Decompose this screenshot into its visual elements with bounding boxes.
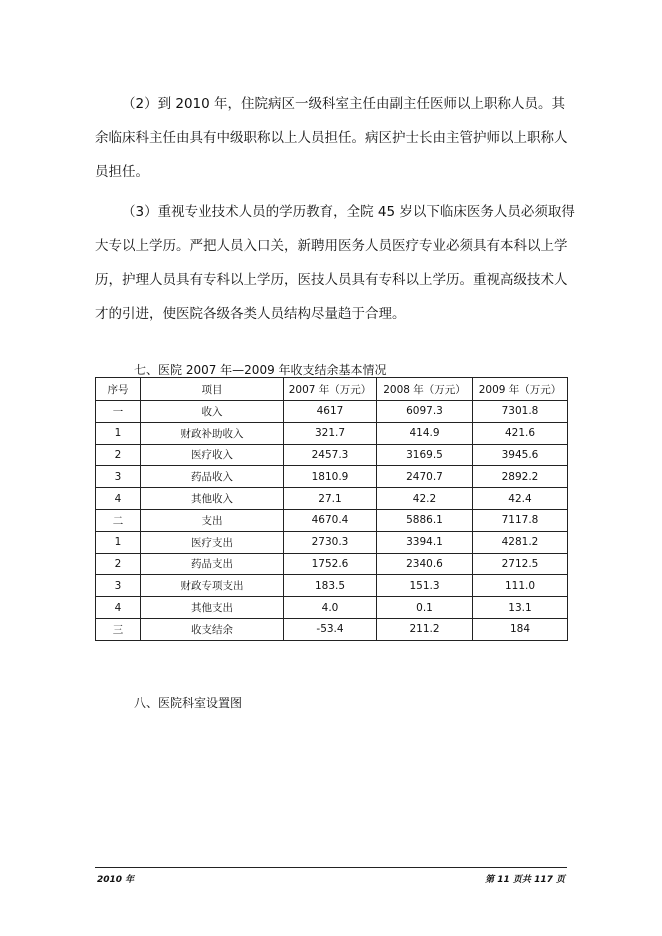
cell-seq: 1 bbox=[96, 531, 141, 553]
cell-seq: 4 bbox=[96, 488, 141, 510]
cell-2007: 2457.3 bbox=[284, 444, 377, 466]
cell-2009: 7301.8 bbox=[473, 401, 568, 423]
cell-2008: 2340.6 bbox=[377, 553, 473, 575]
cell-item: 医疗收入 bbox=[141, 444, 284, 466]
table-row bbox=[96, 444, 568, 466]
cell-seq: 2 bbox=[96, 553, 141, 575]
footer-divider bbox=[95, 867, 567, 868]
table-row bbox=[96, 618, 568, 640]
table-row bbox=[96, 531, 568, 553]
header-seq: 序号 bbox=[96, 378, 141, 401]
header-2007: 2007 年（万元） bbox=[284, 378, 377, 401]
cell-item: 药品支出 bbox=[141, 553, 284, 575]
section-7-title: 七、医院 2007 年—2009 年收支结余基本情况 bbox=[134, 363, 387, 377]
cell-2009: 421.6 bbox=[473, 422, 568, 444]
cell-2007: 2730.3 bbox=[284, 531, 377, 553]
footer-page-number: 第 11 页共 117 页 bbox=[485, 875, 565, 885]
header-item: 项目 bbox=[141, 378, 284, 401]
cell-item: 其他收入 bbox=[141, 488, 284, 510]
section-8-title: 八、医院科室设置图 bbox=[134, 696, 243, 710]
cell-2009: 184 bbox=[473, 618, 568, 640]
paragraph-staff-titles: （2）到 2010 年，住院病区一级科室主任由副主任医师以上职称人员。其余临床科主任由具有中级职称以上人员担任。病区护士长由主管护师以上职称人员担任。 bbox=[95, 96, 568, 180]
cell-2007: 1752.6 bbox=[284, 553, 377, 575]
cell-2009: 42.4 bbox=[473, 488, 568, 510]
table-body bbox=[96, 401, 568, 641]
cell-2009: 3945.6 bbox=[473, 444, 568, 466]
table-header-row bbox=[96, 378, 568, 401]
cell-seq: 4 bbox=[96, 597, 141, 619]
cell-item: 药品收入 bbox=[141, 466, 284, 488]
table-row bbox=[96, 509, 568, 531]
paragraph-education: （3）重视专业技术人员的学历教育，全院 45 岁以下临床医务人员必须取得大专以上学历。严把人员入口关，新聘用医务人员医疗专业必须具有本科以上学历，护理人员具有专科以上学历，医技人员具有专科以上学历。重视高级技术人才的引进，使医院各级各类人员结构尽量趋于合理。 bbox=[95, 204, 575, 322]
cell-2008: 42.2 bbox=[377, 488, 473, 510]
cell-item: 收入 bbox=[141, 401, 284, 423]
table-row bbox=[96, 422, 568, 444]
cell-item: 医疗支出 bbox=[141, 531, 284, 553]
cell-2008: 3169.5 bbox=[377, 444, 473, 466]
cell-item: 财政专项支出 bbox=[141, 575, 284, 597]
cell-2008: 0.1 bbox=[377, 597, 473, 619]
cell-item: 支出 bbox=[141, 509, 284, 531]
cell-2008: 414.9 bbox=[377, 422, 473, 444]
cell-seq: 二 bbox=[96, 509, 141, 531]
header-2008: 2008 年（万元） bbox=[377, 378, 473, 401]
cell-2007: 4.0 bbox=[284, 597, 377, 619]
cell-2008: 2470.7 bbox=[377, 466, 473, 488]
table-row bbox=[96, 401, 568, 423]
footer-year: 2010 年 bbox=[97, 875, 135, 885]
table-row bbox=[96, 466, 568, 488]
cell-2007: 321.7 bbox=[284, 422, 377, 444]
table-row bbox=[96, 553, 568, 575]
cell-2007: 183.5 bbox=[284, 575, 377, 597]
table-row bbox=[96, 575, 568, 597]
cell-2009: 2712.5 bbox=[473, 553, 568, 575]
header-2009: 2009 年（万元） bbox=[473, 378, 568, 401]
table-row bbox=[96, 597, 568, 619]
cell-seq: 1 bbox=[96, 422, 141, 444]
cell-2008: 211.2 bbox=[377, 618, 473, 640]
cell-2008: 5886.1 bbox=[377, 509, 473, 531]
cell-item: 其他支出 bbox=[141, 597, 284, 619]
cell-seq: 一 bbox=[96, 401, 141, 423]
cell-2009: 111.0 bbox=[473, 575, 568, 597]
cell-2009: 13.1 bbox=[473, 597, 568, 619]
cell-seq: 3 bbox=[96, 575, 141, 597]
cell-2008: 3394.1 bbox=[377, 531, 473, 553]
cell-2008: 6097.3 bbox=[377, 401, 473, 423]
cell-2007: 4617 bbox=[284, 401, 377, 423]
cell-2009: 7117.8 bbox=[473, 509, 568, 531]
cell-2007: 1810.9 bbox=[284, 466, 377, 488]
cell-2009: 2892.2 bbox=[473, 466, 568, 488]
income-expense-table bbox=[95, 377, 568, 641]
cell-item: 收支结余 bbox=[141, 618, 284, 640]
table-row bbox=[96, 488, 568, 510]
cell-seq: 3 bbox=[96, 466, 141, 488]
cell-item: 财政补助收入 bbox=[141, 422, 284, 444]
cell-2007: 27.1 bbox=[284, 488, 377, 510]
cell-2007: -53.4 bbox=[284, 618, 377, 640]
cell-seq: 2 bbox=[96, 444, 141, 466]
cell-2009: 4281.2 bbox=[473, 531, 568, 553]
cell-seq: 三 bbox=[96, 618, 141, 640]
cell-2007: 4670.4 bbox=[284, 509, 377, 531]
cell-2008: 151.3 bbox=[377, 575, 473, 597]
